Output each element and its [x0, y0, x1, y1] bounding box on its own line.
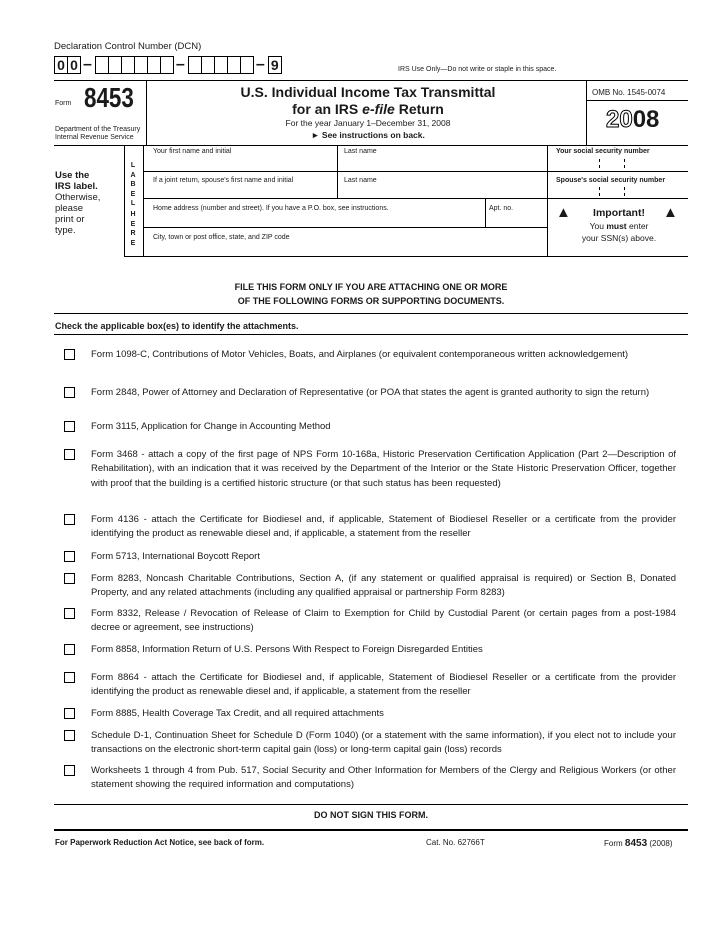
footer-form-id: Form 8453 (2008)	[604, 838, 673, 849]
dcn-digit: 0	[54, 56, 68, 74]
checkbox[interactable]	[64, 449, 75, 460]
tax-year: 2008	[606, 106, 660, 133]
attachment-form-5713: Form 5713, International Boycott Report	[64, 550, 676, 564]
home-address-field[interactable]: Home address (number and street). If you have a P.O. box, see instructions.	[153, 205, 389, 212]
important-line1: You must enter	[589, 221, 649, 231]
apt-no-field[interactable]: Apt. no.	[489, 205, 514, 212]
use-the-label: Use the	[55, 170, 90, 181]
check-heading: Check the applicable box(es) to identify the attachments.	[55, 321, 299, 331]
checkbox[interactable]	[64, 672, 75, 683]
type-text: type.	[55, 225, 76, 236]
dcn-check-digit: 9	[268, 56, 282, 74]
spouse-first-name-field[interactable]: If a joint return, spouse's first name and initial	[153, 177, 294, 184]
form-number: 8453	[84, 82, 134, 113]
form-word: Form	[55, 100, 72, 107]
see-instructions: ► See instructions on back.	[311, 130, 425, 140]
attachment-form-1098c: Form 1098-C, Contributions of Motor Vehicles, Boats, and Airplanes (or equivalent contemporaneous written acknowledgement)	[64, 348, 676, 362]
tax-year-line: For the year January 1–December 31, 2008	[285, 118, 451, 128]
attachment-schedule-d1: Schedule D-1, Continuation Sheet for Schedule D (Form 1040) (or a statement with the same information), if you elect not to include your transactions on the electronic short-term capital gain (loss) or long-term capital gain (loss) records	[64, 729, 676, 758]
attachment-form-8283: Form 8283, Noncash Charitable Contributions, Section A, (if any statement or qualified appraisal is required) or Section B, Donated Property, and any related attachments (including any qualified appraisal or partnership Form 8283)	[64, 572, 676, 601]
form-title-line2: for an IRS e-file Return	[292, 101, 444, 117]
checkbox[interactable]	[64, 421, 75, 432]
attachment-form-8332: Form 8332, Release / Revocation of Release of Claim to Exemption for Child by Custodial Parent (or certain pages from a post-1984 decree or agreement, see instructions)	[64, 607, 676, 636]
dept-line2: Internal Revenue Service	[55, 134, 134, 141]
checkbox[interactable]	[64, 730, 75, 741]
file-notice-line1: FILE THIS FORM ONLY IF YOU ARE ATTACHING ONE OR MORE	[234, 282, 508, 292]
file-notice-line2: OF THE FOLLOWING FORMS OR SUPPORTING DOCUMENTS.	[237, 296, 505, 306]
cat-number: Cat. No. 62766T	[426, 838, 485, 847]
checkbox[interactable]	[64, 573, 75, 584]
checkbox[interactable]	[64, 644, 75, 655]
irs-label-text: IRS label.	[55, 181, 98, 192]
checkbox[interactable]	[64, 349, 75, 360]
attachment-form-4136: Form 4136 - attach the Certificate for Biodiesel and, if applicable, Statement of Biodiesel Reseller or a certificate from the provider identifying the product as renewable diesel and, if applicable, a statement from the reseller	[64, 513, 676, 542]
checkbox[interactable]	[64, 608, 75, 619]
please-text: please	[55, 203, 83, 214]
important-title: Important!	[593, 207, 645, 219]
form-title-line1: U.S. Individual Income Tax Transmittal	[240, 84, 496, 100]
do-not-sign: DO NOT SIGN THIS FORM.	[314, 810, 428, 820]
checkbox[interactable]	[64, 551, 75, 562]
checkbox[interactable]	[64, 514, 75, 525]
here-vertical: H E R E	[130, 211, 136, 247]
attachment-form-3468: Form 3468 - attach a copy of the first page of NPS Form 10-168a, Historic Preservation Certification Application (Part 2—Description of Rehabilitation), with an indication that it was received by the Department of the Interior or the State Historic Preservation Officer, together with proof that the building is a certified historic structure (or that such status has been requested)	[64, 448, 676, 491]
spouse-ssn-field[interactable]: Spouse's social security number	[556, 177, 666, 184]
last-name-field[interactable]: Last name	[344, 148, 377, 155]
dcn-digit: 0	[67, 56, 81, 74]
print-or-text: print or	[55, 214, 85, 225]
otherwise-text: Otherwise,	[55, 192, 101, 203]
checkbox[interactable]	[64, 387, 75, 398]
warning-arrow-icon-right: ▲	[663, 204, 678, 221]
irs-use-note: IRS Use Only—Do not write or staple in this space.	[398, 66, 557, 73]
header-top-rule	[54, 80, 688, 81]
label-vertical: L A B E L	[130, 162, 136, 207]
omb-number: OMB No. 1545-0074	[592, 88, 666, 97]
paperwork-notice: For Paperwork Reduction Act Notice, see back of form.	[55, 838, 265, 847]
dcn-label: Declaration Control Number (DCN)	[54, 41, 202, 52]
first-name-field[interactable]: Your first name and initial	[153, 148, 232, 155]
attachment-form-8858: Form 8858, Information Return of U.S. Persons With Respect to Foreign Disregarded Entities	[64, 643, 676, 657]
attachment-form-8885: Form 8885, Health Coverage Tax Credit, and all required attachments	[64, 707, 676, 721]
attachment-form-3115: Form 3115, Application for Change in Accounting Method	[64, 420, 676, 434]
checkbox[interactable]	[64, 765, 75, 776]
ssn-field[interactable]: Your social security number	[556, 148, 650, 155]
attachment-pub-517-worksheets: Worksheets 1 through 4 from Pub. 517, Social Security and Other Information for Members of the Clergy and Religious Workers (or other statement showing the required information and computations)	[64, 764, 676, 793]
attachment-form-8864: Form 8864 - attach the Certificate for Biodiesel and, if applicable, Statement of Biodiesel Reseller or a certificate from the provider identifying the product as renewable diesel and, if applicable, a statement from the reseller	[64, 671, 676, 700]
checkbox[interactable]	[64, 708, 75, 719]
attachment-form-2848: Form 2848, Power of Attorney and Declaration of Representative (or POA that states the agent is granted authority to sign the return)	[64, 386, 676, 400]
warning-arrow-icon-left: ▲	[556, 204, 571, 221]
important-line2: your SSN(s) above.	[581, 233, 657, 243]
spouse-last-name-field[interactable]: Last name	[344, 177, 377, 184]
dcn-field[interactable]: 0 0 – – – 9	[54, 54, 281, 76]
city-state-zip-field[interactable]: City, town or post office, state, and ZIP code	[153, 234, 290, 241]
dept-line1: Department of the Treasury	[55, 126, 141, 133]
